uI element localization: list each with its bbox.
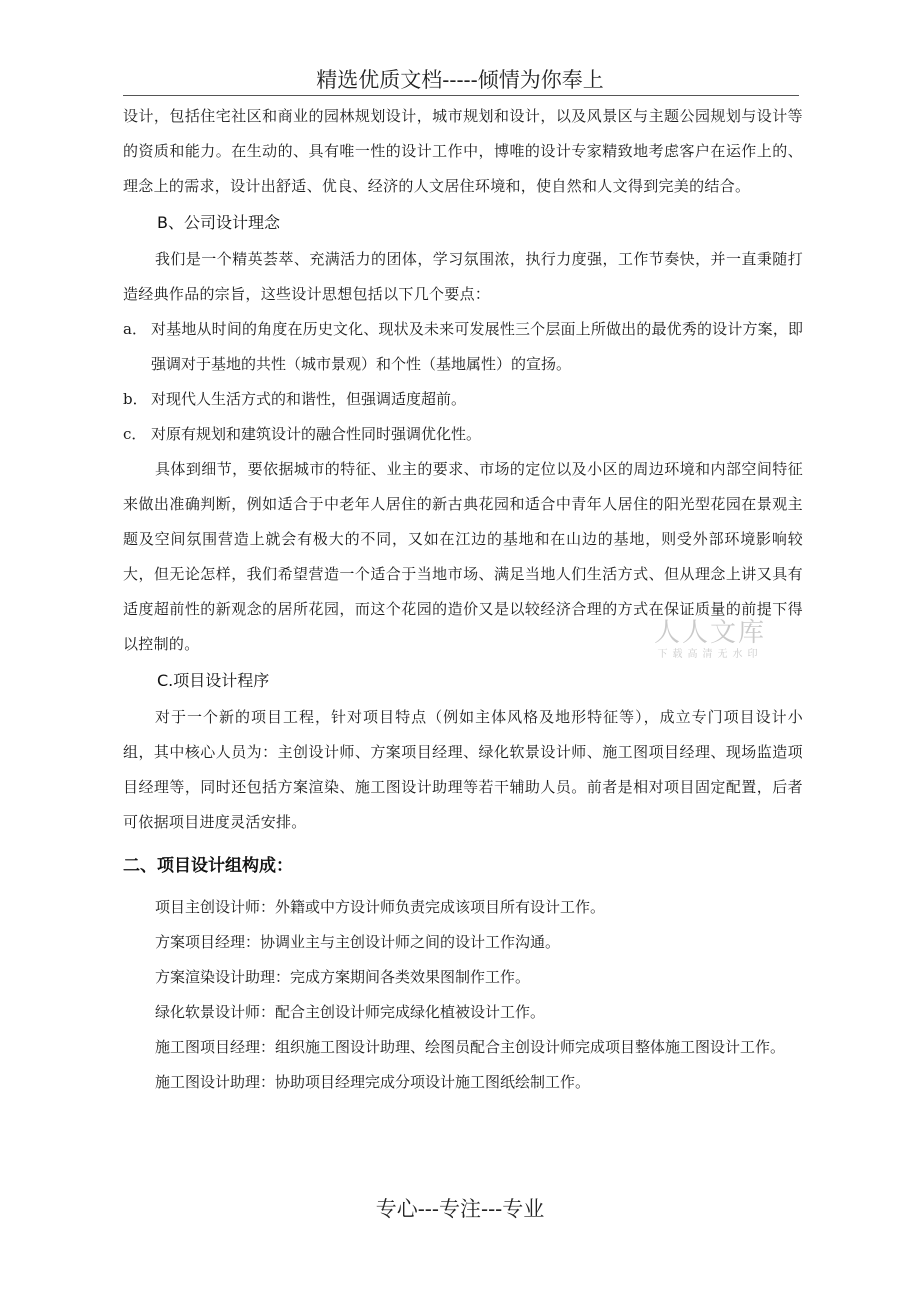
intro-paragraph: 设计，包括住宅社区和商业的园林规划设计，城市规划和设计，以及风景区与主题公园规划与设计等的资质和能力。在生动的、具有唯一性的设计工作中，博唯的设计专家精致地考虑客户在运作上的、理念上的需求，设计出舒适、优良、经济的人文居住环境和，使自然和人文得到完美的结合。 — [123, 107, 803, 195]
list-marker: b． — [123, 390, 148, 408]
watermark-logo: 人人文库 — [653, 618, 766, 648]
role-item: 项目主创设计师：外籍或中方设计师负责完成该项目所有设计工作。 — [155, 898, 606, 916]
list-item — [123, 382, 803, 417]
role-item: 绿化软景设计师：配合主创设计师完成绿化植被设计工作。 — [155, 1003, 546, 1021]
document-body — [123, 99, 803, 1100]
role-item: 施工图项目经理：组织施工图设计助理、绘图员配合主创设计师完成项目整体施工图设计工作。 — [155, 1038, 786, 1056]
list-text: 对现代人生活方式的和谐性，但强调适度超前。 — [151, 390, 467, 408]
page-header: 精选优质文档-----倾情为你奉上 — [316, 68, 604, 92]
list-item — [123, 312, 803, 382]
list-marker: c． — [123, 425, 147, 443]
section-b-paragraph: 我们是一个精英荟萃、充满活力的团体，学习氛围浓，执行力度强，工作节奏快，并一直秉随打造经典作品的宗旨，这些设计思想包括以下几个要点： — [123, 250, 803, 303]
section-b-detail-paragraph: 具体到细节，要依据城市的特征、业主的要求、市场的定位以及小区的周边环境和内部空间特征来做出准确判断，例如适合于中老年人居住的新古典花园和适合中青年人居住的阳光型花园在景观主题及空间氛围营造上就会有极大的不同，又如在江边的基地和在山边的基地，则受外部环境影响较大，但无论怎样，我们希望营造一个适合于当地市场、满足当地人们生活方式、但从理念上讲又具有适度超前性的新观念的居所花园，而这个花园的造价又是以较经济合理的方式在保证质量的前提下得以控制的。 — [123, 460, 803, 653]
list-text: 对基地从时间的角度在历史文化、现状及未来可发展性三个层面上所做出的最优秀的设计方案，即强调对于基地的共性（城市景观）和个性（基地属性）的宣扬。 — [151, 320, 803, 373]
section-2-heading: 二、项目设计组构成： — [123, 856, 293, 876]
role-item: 方案项目经理：协调业主与主创设计师之间的设计工作沟通。 — [155, 933, 561, 951]
header-divider — [123, 95, 799, 96]
watermark — [645, 618, 775, 662]
section-c-heading: C.项目设计程序 — [157, 671, 270, 690]
role-item: 施工图设计助理：协助项目经理完成分项设计施工图纸绘制工作。 — [155, 1073, 591, 1091]
list-text: 对原有规划和建筑设计的融合性同时强调优化性。 — [151, 425, 482, 443]
section-c-paragraph: 对于一个新的项目工程，针对项目特点（例如主体风格及地形特征等），成立专门项目设计小组，其中核心人员为：主创设计师、方案项目经理、绿化软景设计师、施工图项目经理、现场监造项目经理等，同时还包括方案渲染、施工图设计助理等若干辅助人员。前者是相对项目固定配置，后者可依据项目进度灵活安排。 — [123, 708, 803, 831]
role-item: 方案渲染设计助理：完成方案期间各类效果图制作工作。 — [155, 968, 531, 986]
list-marker: a． — [123, 320, 147, 338]
watermark-subtitle: 下载高清无水印 — [657, 649, 763, 660]
section-b-heading: B、公司设计理念 — [157, 213, 280, 232]
list-item — [123, 417, 803, 452]
page-footer: 专心---专注---专业 — [375, 1197, 545, 1221]
